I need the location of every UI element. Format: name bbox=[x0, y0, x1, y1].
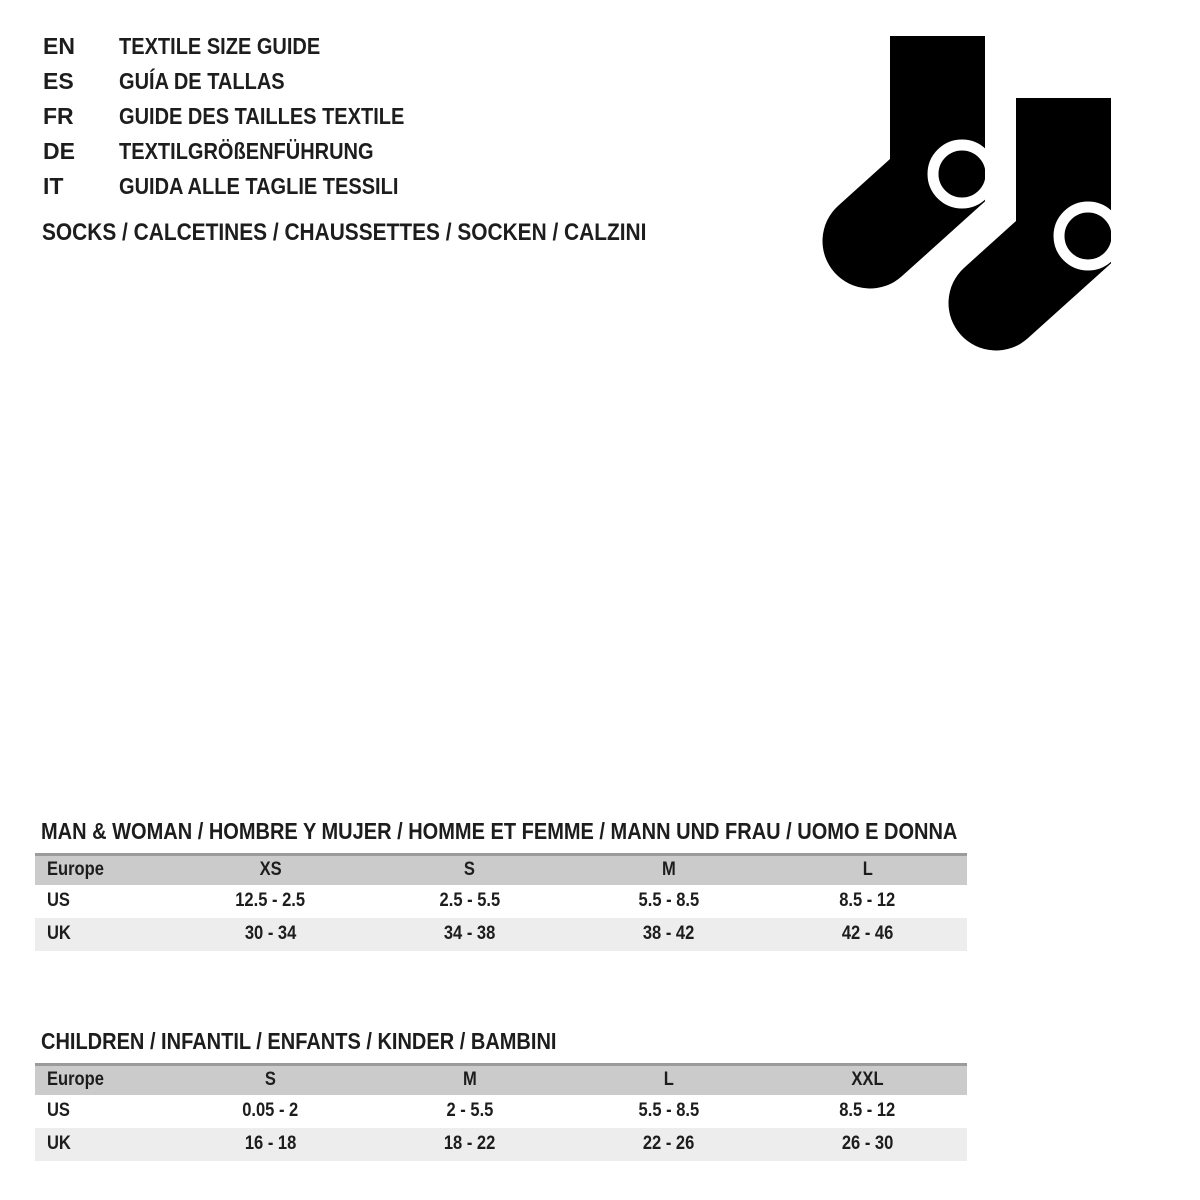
language-code: IT bbox=[43, 173, 64, 199]
size-range-cell: 5.5 - 8.5 bbox=[638, 890, 699, 911]
size-range-cell: 2.5 - 5.5 bbox=[439, 890, 500, 911]
header-size: M bbox=[661, 859, 676, 881]
size-range-cell: 22 - 26 bbox=[642, 1133, 695, 1154]
language-item-it bbox=[43, 169, 447, 204]
children-table-title bbox=[41, 1030, 967, 1052]
size-range-cell: 0.05 - 2 bbox=[242, 1100, 299, 1121]
header-size: M bbox=[462, 1069, 477, 1091]
man-woman-table-title bbox=[41, 820, 967, 842]
header-size: XS bbox=[259, 859, 282, 881]
language-guide-title: GUIDE DES TAILLES TEXTILE bbox=[119, 103, 405, 129]
size-range-cell: 30 - 34 bbox=[244, 923, 297, 944]
size-range-cell: 26 - 30 bbox=[841, 1133, 894, 1154]
row-label: US bbox=[47, 1100, 70, 1121]
size-range-cell: 42 - 46 bbox=[841, 923, 894, 944]
children-size-table bbox=[35, 1063, 967, 1161]
size-range-cell: 8.5 - 12 bbox=[839, 1100, 896, 1121]
language-item-de bbox=[43, 134, 447, 169]
man-woman-table-title-text: MAN & WOMAN / HOMBRE Y MUJER / HOMME ET FEMME / MANN UND FRAU / UOMO E DONNA bbox=[41, 818, 958, 844]
sock-left bbox=[823, 36, 991, 288]
size-range-cell: 12.5 - 2.5 bbox=[235, 890, 306, 911]
size-range-cell: 16 - 18 bbox=[244, 1133, 297, 1154]
header-size: S bbox=[264, 1069, 277, 1091]
header-size: S bbox=[463, 859, 476, 881]
language-code: EN bbox=[43, 33, 75, 59]
table-header-row bbox=[35, 1065, 967, 1095]
table-row-us bbox=[35, 1095, 967, 1128]
man-woman-size-section bbox=[35, 820, 967, 951]
language-guide-title: TEXTILGRÖßENFÜHRUNG bbox=[119, 138, 374, 164]
row-label: UK bbox=[47, 923, 71, 944]
row-label: US bbox=[47, 890, 70, 911]
category-line bbox=[42, 219, 737, 247]
table-row-uk bbox=[35, 918, 967, 951]
language-guide-title: GUÍA DE TALLAS bbox=[119, 68, 285, 94]
header-size: L bbox=[862, 859, 873, 881]
man-woman-size-table bbox=[35, 853, 967, 951]
table-row-us bbox=[35, 885, 967, 918]
language-item-fr bbox=[43, 99, 447, 134]
size-range-cell: 18 - 22 bbox=[443, 1133, 496, 1154]
header-region: Europe bbox=[47, 1069, 104, 1091]
header-size: XXL bbox=[851, 1069, 884, 1091]
language-guide-title: TEXTILE SIZE GUIDE bbox=[119, 33, 321, 59]
language-list bbox=[43, 29, 447, 204]
size-range-cell: 34 - 38 bbox=[443, 923, 496, 944]
language-code: ES bbox=[43, 68, 74, 94]
socks-icon bbox=[822, 36, 1111, 351]
language-guide-title: GUIDA ALLE TAGLIE TESSILI bbox=[119, 173, 399, 199]
language-item-es bbox=[43, 64, 447, 99]
header-region: Europe bbox=[47, 859, 104, 881]
header-size: L bbox=[663, 1069, 674, 1091]
children-size-section bbox=[35, 1030, 967, 1161]
table-row-uk bbox=[35, 1128, 967, 1161]
size-range-cell: 38 - 42 bbox=[642, 923, 695, 944]
size-range-cell: 5.5 - 8.5 bbox=[638, 1100, 699, 1121]
category-line-text: SOCKS / CALCETINES / CHAUSSETTES / SOCKEN / CALZINI bbox=[42, 219, 647, 246]
size-range-cell: 8.5 - 12 bbox=[839, 890, 896, 911]
table-header-row bbox=[35, 855, 967, 885]
language-item-en bbox=[43, 29, 447, 64]
size-range-cell: 2 - 5.5 bbox=[446, 1100, 493, 1121]
children-table-title-text: CHILDREN / INFANTIL / ENFANTS / KINDER / BAMBINI bbox=[41, 1028, 557, 1054]
language-code: FR bbox=[43, 103, 74, 129]
language-code: DE bbox=[43, 138, 75, 164]
row-label: UK bbox=[47, 1133, 71, 1154]
